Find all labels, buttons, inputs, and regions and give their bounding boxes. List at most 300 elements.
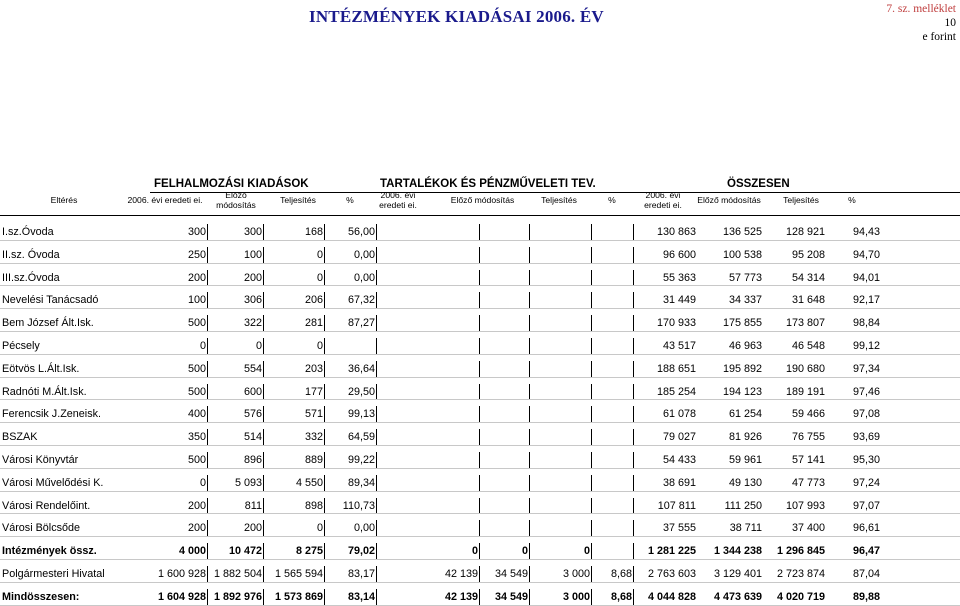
cell-f-teljesites: 0 (316, 340, 323, 352)
cell-divider (633, 566, 634, 582)
cell-f-modositas: 514 (243, 431, 262, 444)
cell-f-eredeti: 500 (187, 317, 206, 330)
cell-divider (479, 224, 480, 240)
cell-o-pct: 94,01 (852, 271, 880, 284)
cell-o-modositas: 136 525 (722, 226, 762, 238)
cell-o-teljesites: 107 993 (785, 499, 825, 512)
col-header-f-pct: % (346, 195, 354, 205)
cell-divider (207, 589, 208, 605)
cell-f-eredeti: 250 (187, 248, 206, 261)
cell-f-eredeti: 100 (187, 294, 206, 307)
cell-divider (591, 224, 592, 240)
row-label: BSZAK (2, 431, 38, 444)
cell-divider (591, 338, 592, 354)
cell-t-eredeti: 42 139 (444, 590, 478, 603)
table-row (0, 264, 960, 287)
cell-divider (591, 292, 592, 308)
cell-o-eredeti: 107 811 (657, 499, 696, 512)
cell-divider (633, 543, 634, 559)
col-header-o-modositas: Előző módosítás (697, 195, 761, 205)
cell-o-modositas: 59 961 (728, 454, 762, 466)
cell-f-eredeti: 200 (187, 499, 206, 512)
cell-o-modositas: 4 473 639 (713, 590, 762, 603)
cell-divider (324, 270, 325, 286)
cell-divider (529, 589, 530, 605)
cell-o-eredeti: 1 281 225 (647, 545, 696, 558)
cell-f-modositas: 5 093 (234, 476, 262, 489)
cell-f-modositas: 0 (255, 340, 262, 352)
cell-t-teljesites: 0 (583, 545, 590, 558)
cell-divider (633, 475, 634, 491)
cell-f-modositas: 100 (243, 248, 262, 261)
cell-divider (591, 475, 592, 491)
cell-divider (324, 498, 325, 514)
cell-f-pct: 83,17 (347, 568, 375, 580)
cell-divider (479, 384, 480, 400)
cell-o-teljesites: 31 648 (791, 294, 825, 307)
cell-divider (324, 475, 325, 491)
cell-o-teljesites: 173 807 (785, 317, 825, 330)
cell-divider (591, 566, 592, 582)
cell-divider (324, 406, 325, 422)
cell-o-teljesites: 95 208 (791, 248, 825, 261)
cell-divider (263, 520, 264, 536)
row-label: Polgármesteri Hivatal (2, 568, 105, 580)
cell-o-pct: 97,08 (852, 408, 880, 421)
cell-f-modositas: 200 (243, 271, 262, 284)
cell-o-modositas: 100 538 (722, 248, 762, 261)
row-label: Bem József Ált.Isk. (2, 317, 94, 330)
cell-divider (591, 247, 592, 263)
page-title: INTÉZMÉNYEK KIADÁSAI 2006. ÉV (309, 7, 604, 26)
cell-o-modositas: 49 130 (728, 476, 762, 489)
cell-divider (633, 315, 634, 331)
cell-divider (633, 589, 634, 605)
cell-divider (376, 247, 377, 263)
cell-divider (207, 475, 208, 491)
cell-o-teljesites: 57 141 (791, 454, 825, 466)
cell-f-teljesites: 1 573 869 (274, 590, 323, 603)
cell-o-eredeti: 55 363 (662, 271, 696, 284)
cell-f-eredeti: 500 (187, 454, 206, 466)
table-row (0, 469, 960, 492)
cell-divider (207, 384, 208, 400)
cell-divider (479, 475, 480, 491)
cell-o-eredeti: 185 254 (656, 385, 696, 398)
cell-divider (633, 292, 634, 308)
cell-t-modositas: 34 549 (494, 568, 528, 580)
cell-divider (207, 429, 208, 445)
page-number: 10 (944, 17, 956, 29)
cell-f-eredeti: 0 (199, 476, 206, 489)
cell-f-pct: 110,73 (342, 499, 375, 512)
cell-t-teljesites: 3 000 (562, 590, 590, 603)
cell-divider (263, 566, 264, 582)
cell-divider (263, 315, 264, 331)
cell-f-modositas: 322 (243, 317, 262, 330)
cell-divider (529, 520, 530, 536)
cell-divider (479, 498, 480, 514)
cell-f-pct: 99,13 (347, 408, 375, 421)
cell-f-pct: 67,32 (347, 294, 375, 307)
cell-o-teljesites: 76 755 (791, 431, 825, 444)
cell-divider (591, 315, 592, 331)
cell-f-modositas: 306 (243, 294, 262, 307)
cell-o-pct: 87,04 (852, 568, 880, 580)
cell-f-pct: 79,02 (347, 545, 375, 558)
cell-divider (324, 520, 325, 536)
cell-divider (633, 406, 634, 422)
cell-f-teljesites: 1 565 594 (274, 568, 323, 580)
cell-divider (324, 543, 325, 559)
cell-o-modositas: 3 129 401 (713, 568, 762, 580)
table-row (0, 537, 960, 560)
cell-divider (529, 361, 530, 377)
cell-divider (324, 224, 325, 240)
cell-divider (376, 498, 377, 514)
cell-divider (591, 429, 592, 445)
cell-divider (376, 520, 377, 536)
annex-note (886, 2, 956, 44)
col-header-f-eredeti: 2006. évi eredeti ei. (127, 195, 203, 205)
cell-divider (263, 247, 264, 263)
table-row (0, 378, 960, 401)
cell-f-eredeti: 400 (187, 408, 206, 421)
cell-o-pct: 97,24 (852, 476, 880, 489)
cell-f-modositas: 200 (243, 522, 262, 535)
cell-f-eredeti: 350 (187, 431, 206, 444)
cell-o-eredeti: 31 449 (662, 294, 696, 307)
cell-divider (479, 589, 480, 605)
cell-o-teljesites: 189 191 (785, 385, 825, 398)
cell-divider (529, 270, 530, 286)
cell-f-teljesites: 168 (304, 226, 323, 238)
row-label: Mindösszesen: (2, 590, 80, 603)
cell-o-teljesites: 54 314 (791, 271, 825, 284)
cell-divider (207, 292, 208, 308)
cell-divider (263, 292, 264, 308)
cell-t-modositas: 0 (521, 545, 528, 558)
cell-divider (376, 384, 377, 400)
cell-divider (376, 338, 377, 354)
cell-divider (529, 543, 530, 559)
cell-divider (263, 224, 264, 240)
table-row (0, 423, 960, 446)
cell-f-eredeti: 1 604 928 (157, 590, 206, 603)
cell-divider (529, 566, 530, 582)
row-label: Nevelési Tanácsadó (2, 294, 99, 307)
cell-o-eredeti: 130 863 (656, 226, 696, 238)
cell-divider (207, 543, 208, 559)
cell-o-pct: 94,43 (852, 226, 880, 238)
cell-divider (479, 247, 480, 263)
cell-divider (207, 315, 208, 331)
cell-f-pct: 0,00 (353, 248, 375, 261)
row-label: II.sz. Óvoda (2, 248, 60, 261)
cell-divider (263, 384, 264, 400)
col-header-t-eredeti: 2006. évi eredeti ei. (379, 190, 417, 210)
cell-o-eredeti: 170 933 (656, 317, 696, 330)
cell-f-eredeti: 300 (187, 226, 206, 238)
cell-o-teljesites: 190 680 (785, 362, 825, 375)
cell-o-modositas: 81 926 (728, 431, 762, 444)
cell-f-eredeti: 500 (187, 362, 206, 375)
row-label: Városi Művelődési K. (2, 476, 104, 489)
cell-divider (263, 543, 264, 559)
cell-o-modositas: 194 123 (722, 385, 762, 398)
cell-divider (529, 452, 530, 468)
cell-f-pct: 89,34 (347, 476, 375, 489)
cell-divider (633, 520, 634, 536)
table-row (0, 446, 960, 469)
cell-divider (207, 361, 208, 377)
cell-f-teljesites: 0 (316, 248, 323, 261)
cell-divider (479, 292, 480, 308)
cell-divider (479, 543, 480, 559)
cell-o-modositas: 38 711 (729, 522, 762, 535)
cell-f-eredeti: 500 (187, 385, 206, 398)
cell-divider (591, 384, 592, 400)
cell-f-eredeti: 0 (199, 340, 206, 352)
cell-divider (633, 270, 634, 286)
table-row (0, 286, 960, 309)
col-header-t-pct: % (608, 195, 616, 205)
table-row (0, 514, 960, 537)
table-row (0, 241, 960, 264)
cell-f-modositas: 554 (243, 362, 262, 375)
cell-divider (591, 406, 592, 422)
table-row (0, 583, 960, 606)
cell-divider (263, 338, 264, 354)
cell-divider (207, 247, 208, 263)
cell-f-teljesites: 0 (316, 271, 323, 284)
cell-o-modositas: 34 337 (728, 294, 762, 307)
cell-f-teljesites: 571 (304, 408, 323, 421)
cell-divider (324, 452, 325, 468)
cell-divider (324, 338, 325, 354)
cell-divider (376, 543, 377, 559)
cell-divider (633, 429, 634, 445)
cell-divider (529, 429, 530, 445)
cell-divider (633, 452, 634, 468)
cell-divider (479, 315, 480, 331)
cell-divider (376, 315, 377, 331)
cell-o-pct: 99,12 (852, 340, 880, 352)
cell-divider (479, 270, 480, 286)
row-label: Pécsely (2, 340, 40, 352)
group-header-osszesen: ÖSSZESEN (727, 178, 790, 190)
cell-f-pct: 99,22 (347, 454, 375, 466)
cell-o-modositas: 57 773 (728, 271, 762, 284)
cell-t-pct: 8,68 (610, 568, 632, 580)
cell-o-pct: 96,61 (852, 522, 880, 535)
cell-f-modositas: 1 882 504 (213, 568, 262, 580)
cell-f-eredeti: 4 000 (178, 545, 206, 558)
cell-divider (207, 270, 208, 286)
cell-divider (263, 361, 264, 377)
cell-o-teljesites: 47 773 (791, 476, 825, 489)
cell-divider (207, 498, 208, 514)
cell-divider (324, 361, 325, 377)
col-header-t-modositas: Előző módosítás (450, 195, 515, 205)
cell-divider (263, 452, 264, 468)
cell-f-teljesites: 898 (304, 499, 323, 512)
row-divider (0, 605, 960, 606)
cell-o-teljesites: 1 296 845 (776, 545, 825, 558)
cell-divider (591, 270, 592, 286)
cell-o-eredeti: 79 027 (662, 431, 696, 444)
cell-f-teljesites: 0 (316, 522, 323, 535)
cell-o-pct: 94,70 (852, 248, 880, 261)
cell-f-modositas: 896 (243, 454, 262, 466)
col-header-elteres: Eltérés (50, 195, 78, 205)
cell-f-eredeti: 200 (187, 522, 206, 535)
row-label: Ferencsik J.Zeneisk. (2, 408, 102, 421)
cell-f-teljesites: 4 550 (295, 476, 323, 489)
cell-o-eredeti: 54 433 (662, 454, 696, 466)
cell-divider (376, 429, 377, 445)
cell-divider (263, 589, 264, 605)
cell-o-pct: 89,88 (852, 590, 880, 603)
cell-divider (207, 406, 208, 422)
cell-o-eredeti: 4 044 828 (647, 590, 696, 603)
table-row (0, 309, 960, 332)
cell-divider (633, 498, 634, 514)
table-row (0, 400, 960, 423)
cell-divider (479, 520, 480, 536)
row-label: Eötvös L.Ált.Isk. (2, 362, 80, 375)
cell-o-eredeti: 188 651 (656, 362, 696, 375)
cell-divider (529, 475, 530, 491)
cell-divider (479, 452, 480, 468)
cell-f-modositas: 576 (243, 408, 262, 421)
cell-f-teljesites: 332 (304, 431, 323, 444)
cell-o-eredeti: 38 691 (662, 476, 696, 489)
cell-divider (324, 315, 325, 331)
cell-o-pct: 97,34 (852, 362, 880, 375)
cell-o-teljesites: 2 723 874 (776, 568, 825, 580)
cell-divider (376, 270, 377, 286)
cell-o-pct: 95,30 (852, 454, 880, 466)
cell-divider (324, 429, 325, 445)
cell-divider (376, 292, 377, 308)
cell-o-modositas: 1 344 238 (713, 545, 762, 558)
cell-o-pct: 97,46 (852, 385, 880, 398)
cell-divider (263, 406, 264, 422)
cell-o-modositas: 111 250 (724, 499, 762, 512)
col-header-o-eredeti: 2006. évi eredeti ei. (644, 190, 682, 210)
table-row (0, 332, 960, 355)
cell-divider (376, 589, 377, 605)
col-header-t-teljesites: Teljesítés (541, 195, 577, 205)
row-label: Városi Rendelőint. (2, 499, 91, 512)
cell-divider (376, 406, 377, 422)
cell-divider (591, 520, 592, 536)
cell-divider (263, 429, 264, 445)
cell-divider (479, 406, 480, 422)
cell-divider (207, 338, 208, 354)
cell-divider (324, 566, 325, 582)
cell-divider (324, 589, 325, 605)
cell-t-modositas: 34 549 (494, 590, 528, 603)
row-label: III.sz.Óvoda (2, 271, 60, 284)
cell-f-pct: 56,00 (347, 226, 375, 238)
cell-f-eredeti: 1 600 928 (157, 568, 206, 580)
cell-divider (591, 589, 592, 605)
row-label: Intézmények össz. (2, 545, 97, 558)
cell-divider (529, 406, 530, 422)
cell-f-pct: 83,14 (347, 590, 375, 603)
cell-divider (263, 475, 264, 491)
cell-f-pct: 29,50 (347, 385, 375, 398)
table-row (0, 492, 960, 515)
cell-o-modositas: 175 855 (722, 317, 762, 330)
cell-f-pct: 36,64 (347, 362, 375, 375)
cell-divider (633, 224, 634, 240)
cell-o-modositas: 195 892 (722, 362, 762, 375)
table-row (0, 560, 960, 583)
cell-o-eredeti: 43 517 (662, 340, 696, 352)
table-row (0, 355, 960, 378)
cell-o-eredeti: 61 078 (662, 408, 696, 421)
cell-f-teljesites: 177 (304, 385, 323, 398)
cell-divider (207, 452, 208, 468)
cell-o-teljesites: 46 548 (791, 340, 825, 352)
cell-f-teljesites: 206 (304, 294, 323, 307)
cell-divider (591, 498, 592, 514)
cell-divider (207, 566, 208, 582)
cell-divider (324, 384, 325, 400)
cell-f-modositas: 10 472 (228, 545, 262, 558)
cell-divider (529, 498, 530, 514)
cell-o-modositas: 61 254 (728, 408, 762, 421)
cell-o-teljesites: 128 921 (785, 226, 825, 238)
cell-divider (207, 224, 208, 240)
cell-f-teljesites: 889 (304, 454, 323, 466)
cell-o-pct: 93,69 (852, 431, 880, 444)
col-header-o-pct: % (848, 195, 856, 205)
cell-divider (529, 224, 530, 240)
row-label: Városi Bölcsőde (2, 522, 81, 535)
cell-t-eredeti: 0 (471, 545, 478, 558)
cell-divider (376, 361, 377, 377)
row-label: I.sz.Óvoda (2, 226, 54, 238)
cell-divider (479, 429, 480, 445)
table-row (0, 218, 960, 241)
cell-f-modositas: 1 892 976 (213, 590, 262, 603)
cell-f-teljesites: 281 (304, 317, 323, 330)
cell-f-pct: 0,00 (353, 522, 375, 535)
cell-t-teljesites: 3 000 (562, 568, 590, 580)
cell-o-pct: 98,84 (852, 317, 880, 330)
col-header-f-modositas: Előző módosítás (216, 190, 256, 210)
cell-divider (376, 224, 377, 240)
col-header-f-teljesites: Teljesítés (280, 195, 316, 205)
header-bottom-rule (0, 215, 960, 216)
cell-divider (479, 566, 480, 582)
cell-divider (263, 270, 264, 286)
cell-o-teljesites: 59 466 (791, 408, 825, 421)
cell-o-teljesites: 4 020 719 (776, 590, 825, 603)
cell-divider (529, 292, 530, 308)
cell-divider (263, 498, 264, 514)
cell-divider (529, 315, 530, 331)
cell-o-teljesites: 37 400 (791, 522, 825, 535)
cell-o-eredeti: 37 555 (662, 522, 696, 535)
cell-divider (529, 384, 530, 400)
cell-divider (591, 452, 592, 468)
cell-o-eredeti: 2 763 603 (647, 568, 696, 580)
